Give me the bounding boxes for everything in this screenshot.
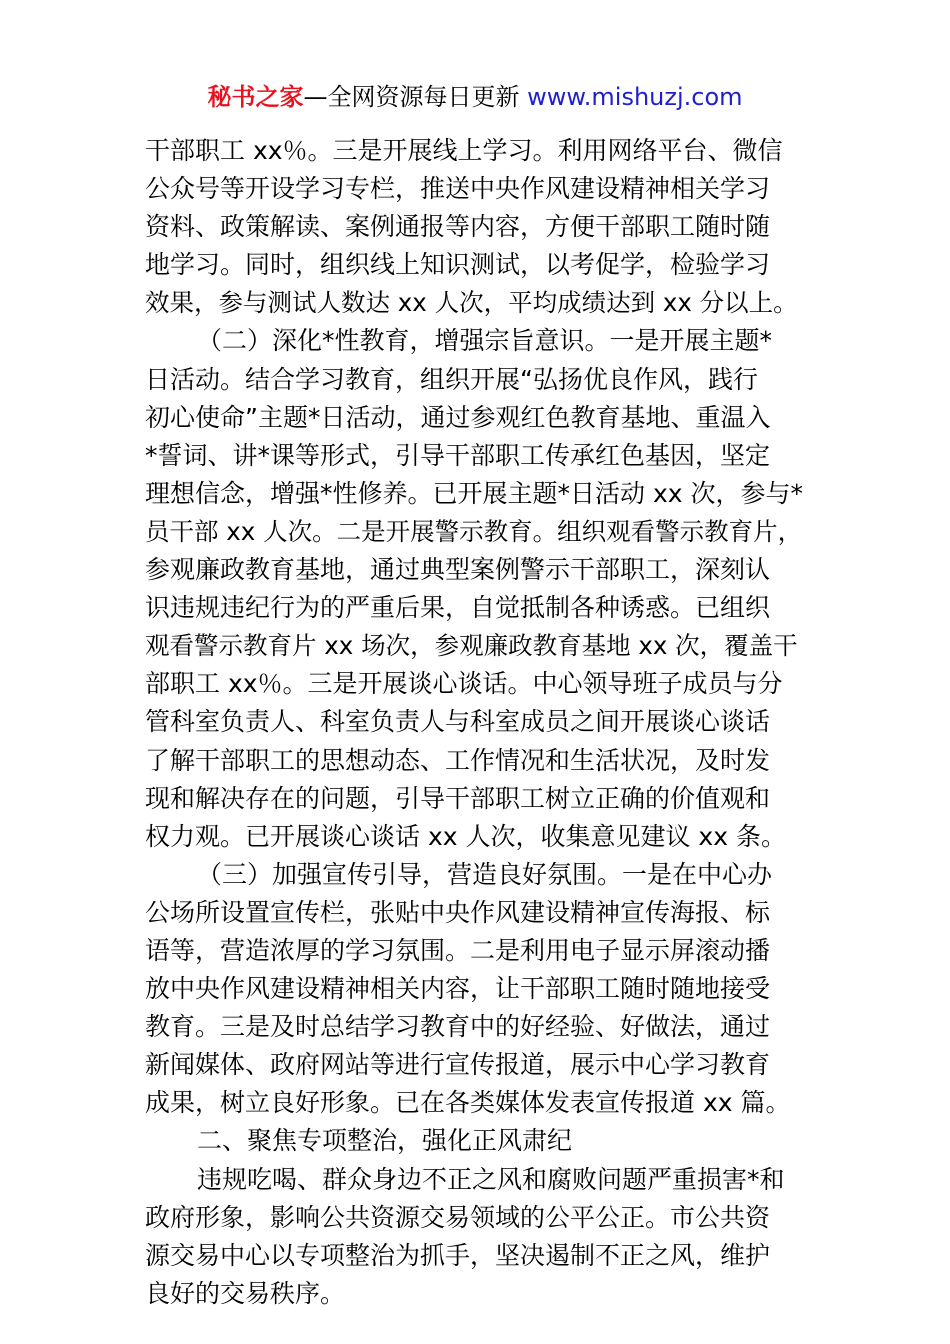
- text-line: 观看警示教育片 xx 场次，参观廉政教育基地 xx 次，覆盖干: [145, 631, 798, 661]
- text-line: 源交易中心以专项整治为抓手，坚决遏制不正之风，维护: [145, 1240, 771, 1270]
- chapter-heading: 二、聚焦专项整治，强化正风肃纪: [197, 1126, 573, 1156]
- document-body: [145, 132, 810, 1313]
- text-line: 政府形象，影响公共资源交易领域的公平公正。市公共资: [145, 1202, 771, 1232]
- text-line: *誓词、讲*课等形式，引导干部职工传承红色基因，坚定: [145, 440, 771, 470]
- text-line: 教育。三是及时总结学习教育中的好经验、好做法，通过: [145, 1012, 771, 1042]
- text-line: 良好的交易秩序。: [145, 1278, 346, 1308]
- text-line: 地学习。同时，组织线上知识测试，以考促学，检验学习: [145, 250, 771, 280]
- text-line: 放中央作风建设精神相关内容，让干部职工随时随地接受: [145, 974, 771, 1004]
- site-url-link[interactable]: www.mishuzj.com: [527, 83, 743, 111]
- site-brand: 秘书之家: [207, 83, 304, 111]
- text-line: 新闻媒体、政府网站等进行宣传报道，展示中心学习教育: [145, 1050, 771, 1080]
- section-heading-2: （二）深化*性教育，增强宗旨意识。一是开展主题*: [197, 326, 773, 356]
- text-line: 参观廉政教育基地，通过典型案例警示干部职工，深刻认: [145, 555, 771, 585]
- text-line: 干部职工 xx％。三是开展线上学习。利用网络平台、微信: [145, 136, 783, 165]
- text-line: 语等，营造浓厚的学习氛围。二是利用电子显示屏滚动播: [145, 935, 771, 965]
- text-line: 日活动。结合学习教育，组织开展“弘扬优良作风，践行: [145, 364, 758, 394]
- text-line: 公场所设置宣传栏，张贴中央作风建设精神宣传海报、标: [145, 897, 771, 927]
- text-line: 初心使命”主题*日活动，通过参观红色教育基地、重温入: [145, 402, 771, 432]
- header-separator: —: [303, 83, 328, 111]
- text-line: 了解干部职工的思想动态、工作情况和生活状况，及时发: [145, 745, 771, 775]
- text-line: 权力观。已开展谈心谈话 xx 人次，收集意见建议 xx 条。: [145, 821, 786, 851]
- text-line: 管科室负责人、科室负责人与科室成员之间开展谈心谈话: [145, 707, 771, 737]
- text-line: 现和解决存在的问题，引导干部职工树立正确的价值观和: [145, 783, 771, 813]
- text-line: 公众号等开设学习专栏，推送中央作风建设精神相关学习: [145, 174, 771, 204]
- text-line: 效果，参与测试人数达 xx 人次，平均成绩达到 xx 分以上。: [145, 288, 798, 318]
- header-tagline: 全网资源每日更新: [327, 83, 528, 111]
- text-line: 违规吃喝、群众身边不正之风和腐败问题严重损害*和: [197, 1164, 785, 1194]
- section-heading-3: （三）加强宣传引导，营造良好氛围。一是在中心办: [197, 859, 773, 889]
- site-header: [0, 80, 950, 114]
- text-line: 资料、政策解读、案例通报等内容，方便干部职工随时随: [145, 212, 771, 242]
- text-line: 部职工 xx％。三是开展谈心谈话。中心领导班子成员与分: [145, 669, 783, 699]
- text-line: 员干部 xx 人次。二是开展警示教育。组织观看警示教育片，: [145, 516, 803, 546]
- text-line: 理想信念，增强*性修养。已开展主题*日活动 xx 次，参与*: [145, 478, 803, 508]
- text-line: 成果，树立良好形象。已在各类媒体发表宣传报道 xx 篇。: [145, 1088, 791, 1118]
- text-line: 识违规违纪行为的严重后果，自觉抵制各种诱惑。已组织: [145, 593, 771, 623]
